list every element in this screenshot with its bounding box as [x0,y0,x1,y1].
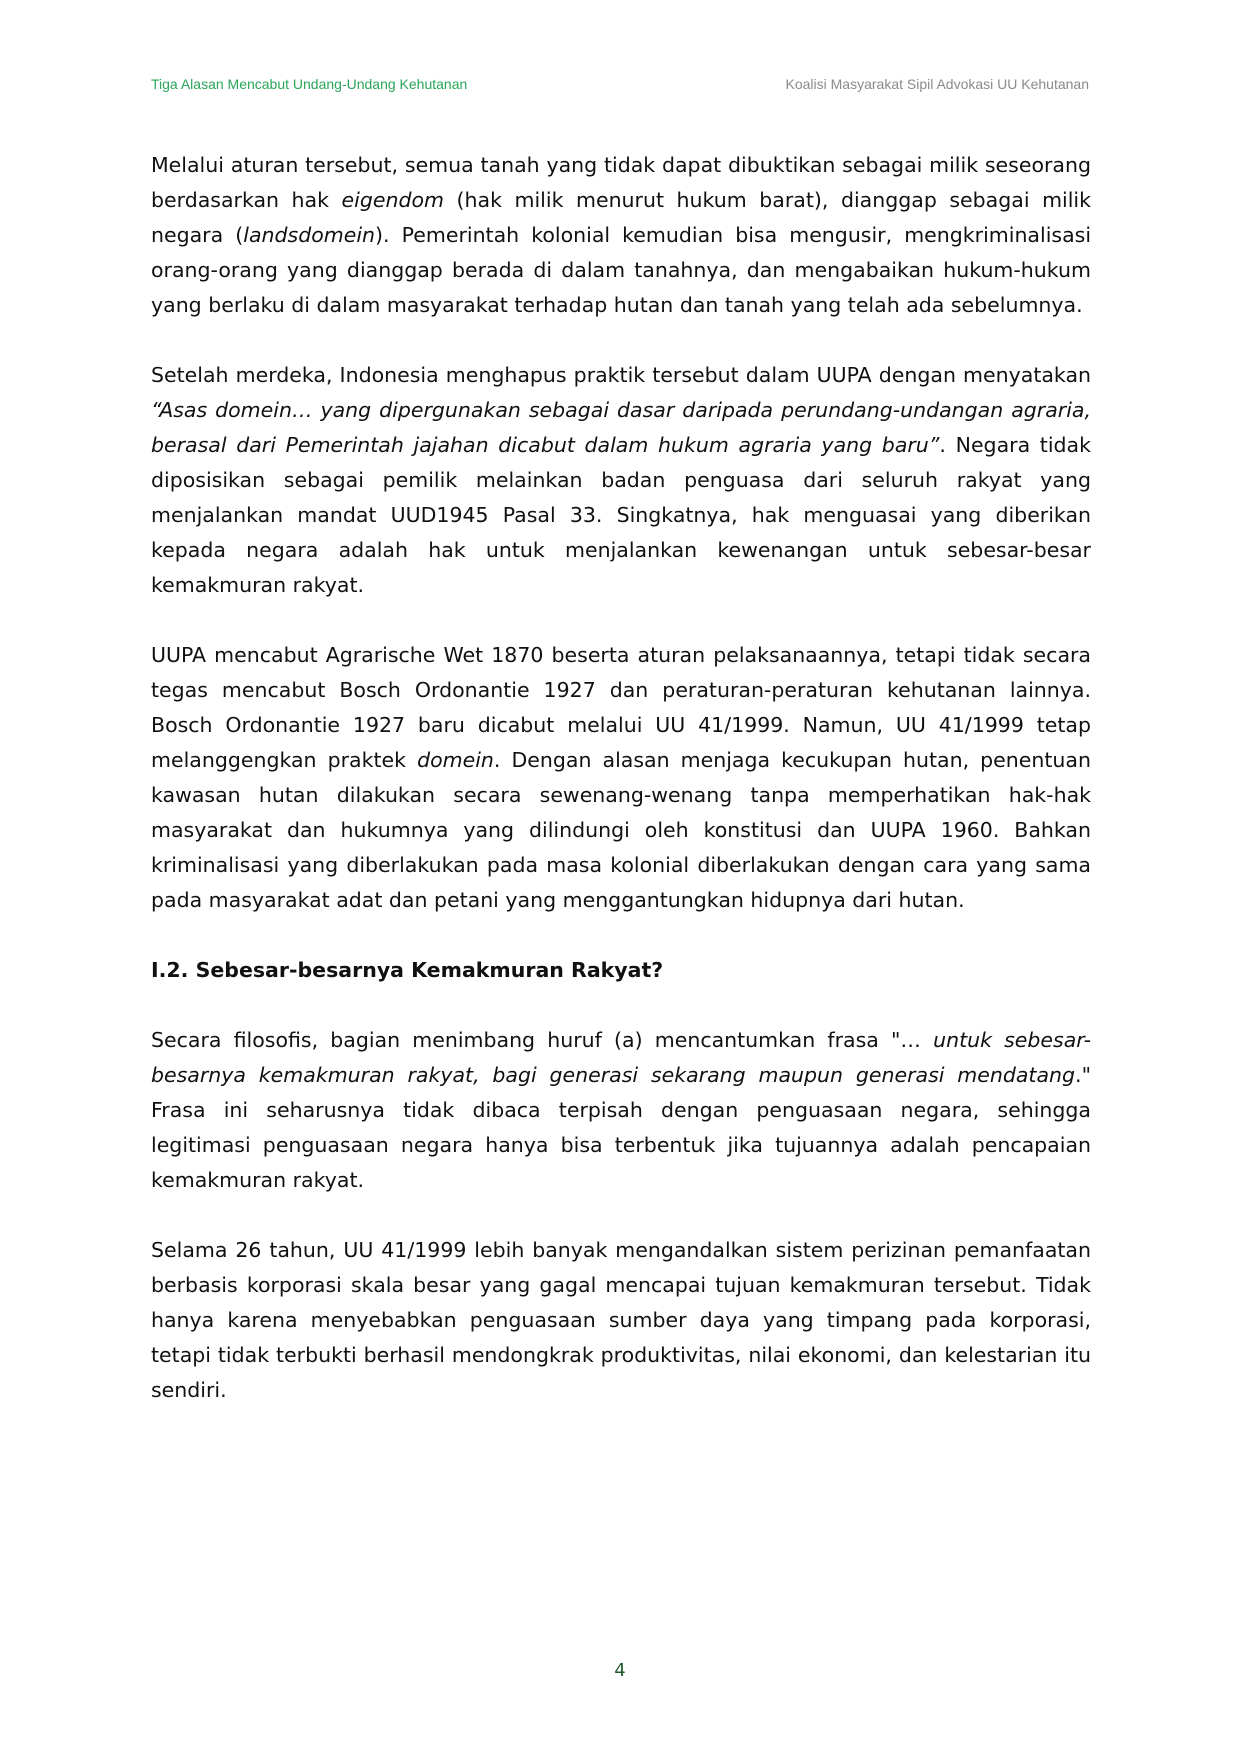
term-eigendom: eigendom [341,188,444,212]
paragraph-4-text-c: ." Frasa ini seharusnya tidak dibaca terpisah dengan penguasaan negara, sehingga legitimasi penguasaan negara hanya bisa terbentuk jika tujuannya adalah pencapaian kemakmuran rakyat. [151,1063,1091,1192]
paragraph-2-text-c: . Negara tidak diposisikan sebagai pemilik melainkan badan penguasa dari seluruh rakyat yang menjalankan mandat UUD1945 Pasal 33. Singkatnya, hak menguasai yang diberikan kepada negara adalah hak untuk menjalankan kewenangan untuk sebesar-besar kemakmuran rakyat. [151,433,1091,597]
paragraph-2-text-a: Setelah merdeka, Indonesia menghapus praktik tersebut dalam UUPA dengan menyatakan [151,363,1091,387]
uupa-quote: “Asas domein… yang dipergunakan sebagai dasar daripada perundang-undangan agraria, berasal dari Pemerintah jajahan dicabut dalam hukum agraria yang baru” [151,398,1091,457]
paragraph-4 [151,1023,1091,1198]
paragraph-3-text-a: UUPA mencabut Agrarische Wet 1870 beserta aturan pelaksanaannya, tetapi tidak secara tegas mencabut Bosch Ordonantie 1927 dan peraturan-peraturan kehutanan lainnya. Bosch Ordonantie 1927 baru dicabut melalui UU 41/1999. Namun, UU 41/1999 tetap melanggengkan praktek [151,643,1091,772]
paragraph-4-text-a: Secara filosofis, bagian menimbang huruf (a) mencantumkan frasa "… [151,1028,934,1052]
paragraph-1-text-e: ). Pemerintah kolonial kemudian bisa mengusir, mengkriminalisasi orang-orang yang dianggap berada di dalam tanahnya, dan mengabaikan hukum-hukum yang berlaku di dalam masyarakat terhadap hutan dan tanah yang telah ada sebelumnya. [151,223,1092,317]
paragraph-3-text-c: . Dengan alasan menjaga kecukupan hutan, penentuan kawasan hutan dilakukan secara sewenang-wenang tanpa memperhatikan hak-hak masyarakat dan hukumnya yang dilindungi oleh konstitusi dan UUPA 1960. Bahkan kriminalisasi yang diberlakukan pada masa kolonial diberlakukan dengan cara yang sama pada masyarakat adat dan petani yang menggantungkan hidupnya dari hutan. [151,748,1091,912]
paragraph-2 [151,358,1091,603]
page-number: 4 [614,1660,626,1681]
header-document-title: Tiga Alasan Mencabut Undang-Undang Kehutanan [151,76,468,92]
paragraph-1-text-a: Melalui aturan tersebut, semua tanah yang tidak dapat dibuktikan sebagai milik seseorang berdasarkan hak [151,153,1091,212]
term-domein: domein [417,748,494,772]
body-content [151,148,1091,1408]
section-heading: I.2. Sebesar-besarnya Kemakmuran Rakyat? [151,958,664,982]
header-organization: Koalisi Masyarakat Sipil Advokasi UU Kehutanan [785,76,1089,92]
term-landsdomein: landsdomein [243,223,376,247]
page-header [151,76,1089,92]
paragraph-1-text-c: (hak milik menurut hukum barat), dianggap sebagai milik negara ( [151,188,1091,247]
paragraph-1 [151,148,1091,323]
considering-clause-quote: untuk sebesar-besarnya kemakmuran rakyat, bagi generasi sekarang maupun generasi mendatang [151,1028,1091,1087]
paragraph-3 [151,638,1091,918]
paragraph-5: Selama 26 tahun, UU 41/1999 lebih banyak mengandalkan sistem perizinan pemanfaatan berbasis korporasi skala besar yang gagal mencapai tujuan kemakmuran tersebut. Tidak hanya karena menyebabkan penguasaan sumber daya yang timpang pada korporasi, tetapi tidak terbukti berhasil mendongkrak produktivitas, nilai ekonomi, dan kelestarian itu sendiri. [151,1238,1091,1402]
